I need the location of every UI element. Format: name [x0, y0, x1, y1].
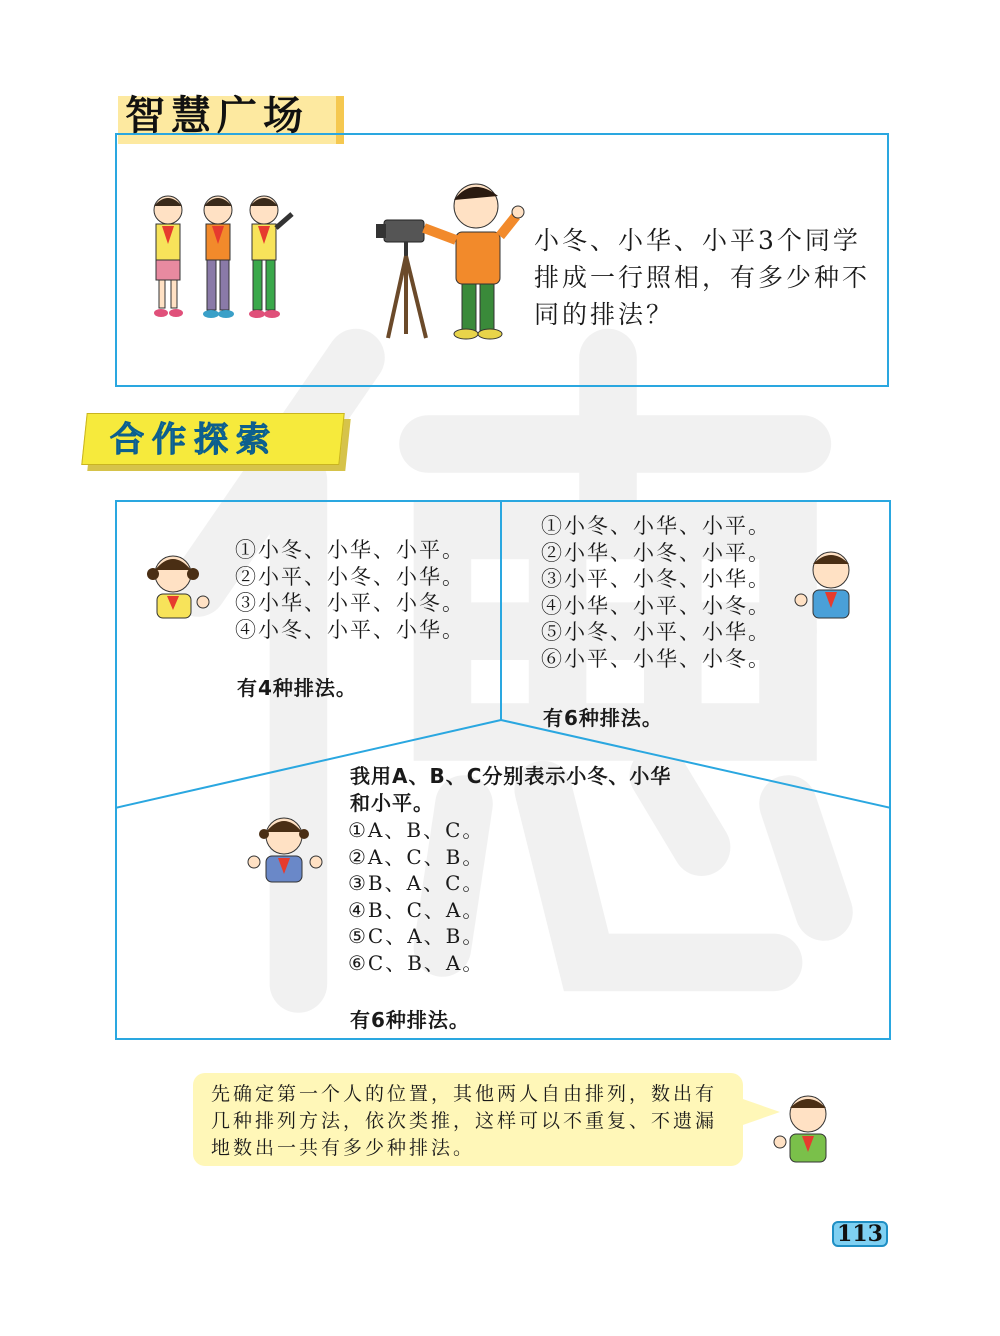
section-title-wisdom-square: 智慧广场	[125, 93, 309, 139]
girl-avatar-c	[246, 812, 324, 886]
list-item: ③B、A、C。	[348, 871, 485, 895]
list-item: ①A、B、C。	[348, 818, 485, 842]
panel-b-conclusion: 有6种排法。	[543, 706, 663, 730]
photographer-figure	[424, 184, 524, 339]
panel-c-list	[348, 817, 484, 976]
list-item: ⑤小冬、小平、小华。	[541, 620, 771, 644]
list-item: ④小华、小平、小冬。	[541, 593, 771, 618]
list-item: ②A、C、B。	[348, 844, 485, 869]
panel-a-conclusion: 有4种排法。	[237, 676, 357, 700]
page-number: 113	[832, 1221, 888, 1247]
tripod-camera-icon	[376, 220, 426, 338]
list-item: ⑤C、A、B。	[348, 924, 485, 948]
child-figure	[249, 196, 292, 318]
panel-c-intro: 我用A、B、C分别表示小冬、小华和小平。	[350, 764, 672, 815]
list-item: ④小冬、小平、小华。	[235, 617, 465, 642]
child-figure	[203, 196, 234, 318]
section-title-cooperative-exploration: 合作探索	[110, 420, 278, 460]
list-item: ③小华、小平、小冬。	[235, 591, 465, 615]
list-item: ②小平、小冬、小华。	[235, 564, 465, 589]
three-children-illustration	[140, 188, 300, 324]
panel-c-conclusion: 有6种排法。	[350, 1008, 470, 1032]
girl-avatar-a	[145, 550, 215, 622]
list-item: ②小华、小冬、小平。	[541, 540, 771, 565]
child-figure	[154, 196, 183, 317]
list-item: ①小冬、小华、小平。	[541, 514, 771, 538]
panel-a-list	[235, 537, 465, 643]
list-item: ⑥C、B、A。	[348, 950, 485, 975]
problem-statement: 小冬、小华、小平3个同学排成一行照相，有多少种不同的排法？	[534, 226, 871, 329]
boy-avatar-b	[793, 546, 863, 622]
list-item: ④B、C、A。	[348, 897, 485, 922]
list-item: ①小冬、小华、小平。	[235, 538, 465, 562]
photographer-camera-illustration	[376, 176, 536, 342]
list-item: ⑥小平、小华、小冬。	[541, 646, 771, 671]
boy-avatar-tip	[770, 1090, 840, 1166]
tip-bubble: 先确定第一个人的位置，其他两人自由排列，数出有几种排列方法，依次类推，这样可以不重复、不遗漏地数出一共有多少种排法。	[193, 1073, 743, 1166]
list-item: ③小平、小冬、小华。	[541, 567, 771, 591]
panel-b-list	[541, 513, 771, 672]
